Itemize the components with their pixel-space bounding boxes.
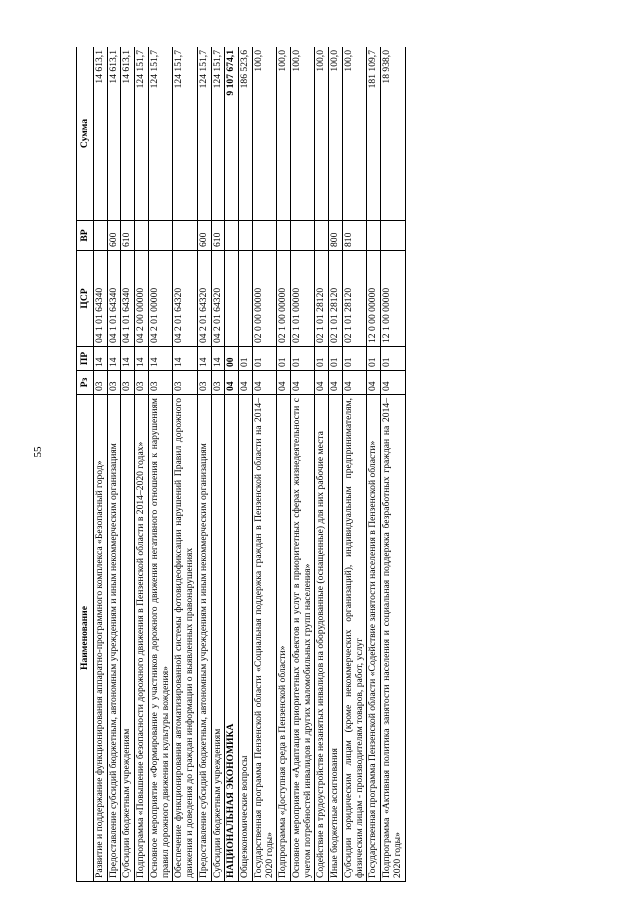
cell-vr xyxy=(315,221,329,251)
cell-name: Субсидии бюджетным учреждениям xyxy=(121,395,135,882)
cell-rz: 04 xyxy=(239,371,253,395)
cell-pr: 14 xyxy=(148,347,172,371)
cell-name: Субсидии бюджетным учреждениям xyxy=(211,395,225,882)
cell-csr: 04 1 01 64340 xyxy=(121,251,135,347)
cell-pr: 14 xyxy=(173,347,197,371)
cell-rz: 04 xyxy=(291,371,315,395)
cell-vr xyxy=(135,221,149,251)
cell-pr: 01 xyxy=(367,347,381,371)
cell-sum: 124 151,7 xyxy=(211,47,225,221)
table-row xyxy=(94,47,108,882)
cell-sum: 18 938,0 xyxy=(381,47,405,221)
header-sum: Сумма xyxy=(77,47,94,221)
cell-rz: 03 xyxy=(211,371,225,395)
cell-vr xyxy=(277,221,291,251)
cell-name: Предоставление субсидий бюджетным, автономным учреждениям и иным некоммерческим организациям xyxy=(107,395,121,882)
cell-name: Подпрограмма «Повышение безопасности дорожного движения в Пензенской области в 2014–2020 годах» xyxy=(135,395,149,882)
cell-pr: 01 xyxy=(291,347,315,371)
cell-pr: 01 xyxy=(329,347,343,371)
cell-sum: 14 613,1 xyxy=(94,47,108,221)
cell-csr: 04 1 01 64340 xyxy=(107,251,121,347)
cell-sum: 100,0 xyxy=(342,47,366,221)
cell-name: Предоставление субсидий бюджетным, автономным учреждениям и иным некоммерческим организациям xyxy=(197,395,211,882)
cell-csr: 04 1 01 64340 xyxy=(94,251,108,347)
cell-rz: 03 xyxy=(173,371,197,395)
cell-sum: 124 151,7 xyxy=(135,47,149,221)
header-row xyxy=(77,47,94,882)
cell-pr: 01 xyxy=(342,347,366,371)
cell-rz: 04 xyxy=(277,371,291,395)
table-row xyxy=(291,47,315,882)
cell-pr: 01 xyxy=(239,347,253,371)
cell-vr: 600 xyxy=(107,221,121,251)
cell-pr: 14 xyxy=(135,347,149,371)
cell-csr: 12 1 00 00000 xyxy=(381,251,405,347)
table-row xyxy=(277,47,291,882)
cell-vr: 800 xyxy=(329,221,343,251)
table-row xyxy=(315,47,329,882)
cell-csr: 02 1 01 28120 xyxy=(342,251,366,347)
cell-vr xyxy=(239,221,253,251)
cell-csr: 12 0 00 00000 xyxy=(367,251,381,347)
cell-csr xyxy=(239,251,253,347)
cell-rz: 03 xyxy=(148,371,172,395)
cell-vr: 600 xyxy=(197,221,211,251)
cell-sum: 186 523,6 xyxy=(239,47,253,221)
header-csr: ЦСР xyxy=(77,251,94,347)
cell-csr: 02 1 01 28120 xyxy=(315,251,329,347)
table-row xyxy=(173,47,197,882)
cell-vr xyxy=(94,221,108,251)
cell-name: Обеспечение функционирования автоматизированной системы фотовидеофиксации нарушений Правил дорожного движения и доведения до граждан информации о выявленных правонарушениях xyxy=(173,395,197,882)
cell-sum: 14 613,1 xyxy=(107,47,121,221)
cell-csr: 02 1 01 28120 xyxy=(329,251,343,347)
cell-vr: 810 xyxy=(342,221,366,251)
cell-csr: 02 0 00 00000 xyxy=(252,251,276,347)
table-viewport xyxy=(76,47,562,882)
cell-pr: 14 xyxy=(121,347,135,371)
cell-sum: 124 151,7 xyxy=(148,47,172,221)
cell-rz: 03 xyxy=(94,371,108,395)
cell-pr: 01 xyxy=(277,347,291,371)
cell-csr: 04 2 00 00000 xyxy=(135,251,149,347)
table-row xyxy=(135,47,149,882)
cell-name: Общеэкономические вопросы xyxy=(239,395,253,882)
cell-csr: 04 2 01 64320 xyxy=(173,251,197,347)
cell-rz: 04 xyxy=(381,371,405,395)
cell-rz: 04 xyxy=(342,371,366,395)
cell-sum: 124 151,7 xyxy=(197,47,211,221)
table-row xyxy=(367,47,381,882)
cell-vr: 610 xyxy=(121,221,135,251)
cell-pr: 01 xyxy=(381,347,405,371)
cell-pr: 14 xyxy=(94,347,108,371)
cell-name: Субсидии юридическим лицам (кроме некоммерческих организаций), индивидуальным предпринимателям, физическим лицам - производителям товаров, работ, услуг xyxy=(342,395,366,882)
cell-pr: 14 xyxy=(211,347,225,371)
cell-pr: 14 xyxy=(107,347,121,371)
cell-vr xyxy=(291,221,315,251)
cell-csr: 02 1 00 00000 xyxy=(277,251,291,347)
cell-name: Основное мероприятие «Адаптация приоритетных объектов и услуг в приоритетных сферах жизнедеятельности с учетом потребностей инвалидов и других маломобильных групп населения» xyxy=(291,395,315,882)
table-row xyxy=(197,47,211,882)
table-row xyxy=(381,47,405,882)
cell-sum: 181 109,7 xyxy=(367,47,381,221)
table-row xyxy=(211,47,225,882)
table-row xyxy=(121,47,135,882)
header-pr: ПР xyxy=(77,347,94,371)
cell-vr: 610 xyxy=(211,221,225,251)
cell-sum: 100,0 xyxy=(277,47,291,221)
cell-vr xyxy=(367,221,381,251)
table-row xyxy=(148,47,172,882)
cell-sum: 100,0 xyxy=(252,47,276,221)
rotated-sheet xyxy=(76,47,562,882)
cell-name: НАЦИОНАЛЬНАЯ ЭКОНОМИКА xyxy=(225,395,239,882)
cell-vr xyxy=(252,221,276,251)
header-vr: ВР xyxy=(77,221,94,251)
cell-name: Иные бюджетные ассигнования xyxy=(329,395,343,882)
table-row xyxy=(225,47,239,882)
cell-rz: 04 xyxy=(329,371,343,395)
page-number: 55 xyxy=(32,446,44,458)
cell-rz: 04 xyxy=(252,371,276,395)
cell-name: Развитие и поддержание функционирования аппаратно-программного комплекса «Безопасный город» xyxy=(94,395,108,882)
cell-rz: 03 xyxy=(121,371,135,395)
cell-vr xyxy=(225,221,239,251)
cell-sum: 14 613,1 xyxy=(121,47,135,221)
cell-name: Подпрограмма «Активная политика занятости населения и социальная поддержка безработных граждан на 2014–2020 годы» xyxy=(381,395,405,882)
cell-csr xyxy=(225,251,239,347)
header-rz: Рз xyxy=(77,371,94,395)
header-name: Наименование xyxy=(77,395,94,882)
cell-sum: 9 107 674,1 xyxy=(225,47,239,221)
cell-rz: 04 xyxy=(225,371,239,395)
cell-rz: 03 xyxy=(107,371,121,395)
cell-rz: 03 xyxy=(135,371,149,395)
cell-pr: 14 xyxy=(197,347,211,371)
cell-vr xyxy=(148,221,172,251)
cell-rz: 04 xyxy=(367,371,381,395)
table-row xyxy=(107,47,121,882)
cell-sum: 124 151,7 xyxy=(173,47,197,221)
cell-csr: 04 2 01 64320 xyxy=(197,251,211,347)
cell-csr: 04 2 01 64320 xyxy=(211,251,225,347)
cell-rz: 03 xyxy=(197,371,211,395)
cell-vr xyxy=(173,221,197,251)
cell-csr: 02 1 01 00000 xyxy=(291,251,315,347)
table-row xyxy=(329,47,343,882)
table-row xyxy=(252,47,276,882)
cell-rz: 04 xyxy=(315,371,329,395)
cell-sum: 100,0 xyxy=(291,47,315,221)
cell-vr xyxy=(381,221,405,251)
table-row xyxy=(239,47,253,882)
cell-name: Государственная программа Пензенской области «Социальная поддержка граждан в Пензенской области на 2014–2020 годы» xyxy=(252,395,276,882)
cell-pr: 01 xyxy=(315,347,329,371)
cell-name: Содействие в трудоустройстве незанятых инвалидов на оборудованные (оснащенные) для них рабочие места xyxy=(315,395,329,882)
budget-table xyxy=(76,47,406,882)
cell-csr: 04 2 01 00000 xyxy=(148,251,172,347)
cell-name: Основное мероприятие «Формирование у участников дорожного движения негативного отношения к нарушениям правил дорожного движения и культуры вождения» xyxy=(148,395,172,882)
cell-sum: 100,0 xyxy=(315,47,329,221)
cell-name: Государственная программа Пензенской области «Содействие занятости населения в Пензенской области» xyxy=(367,395,381,882)
cell-pr: 01 xyxy=(252,347,276,371)
cell-sum: 100,0 xyxy=(329,47,343,221)
cell-name: Подпрограмма «Доступная среда в Пензенской области» xyxy=(277,395,291,882)
cell-pr: 00 xyxy=(225,347,239,371)
table-row xyxy=(342,47,366,882)
